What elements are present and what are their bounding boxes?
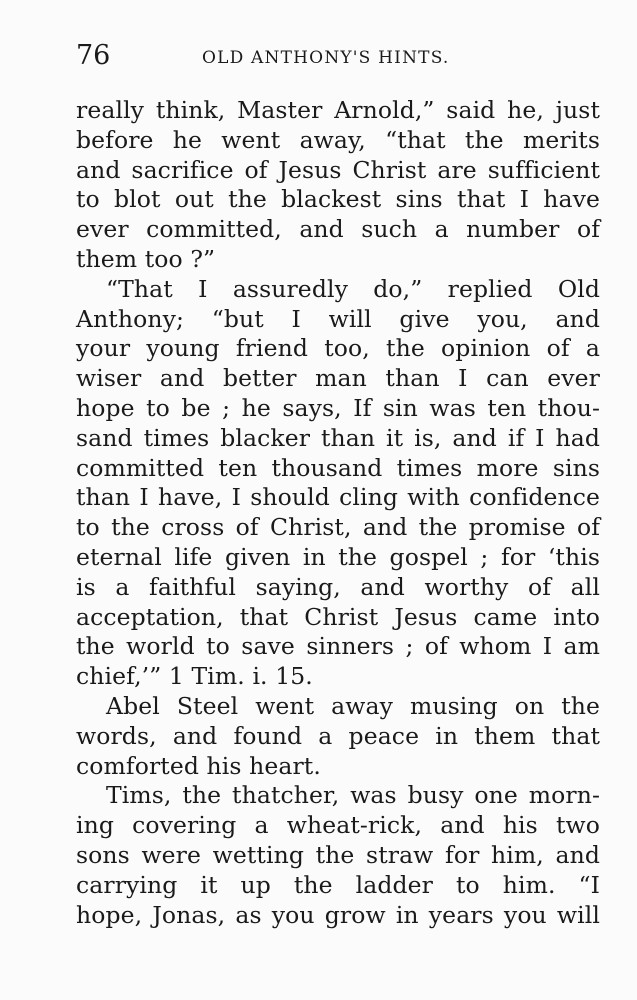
text-line: comforted his heart.	[76, 751, 321, 780]
text-line: acceptation, that Christ Jesus came into	[76, 602, 600, 631]
text-line: words, and found a peace in them that	[76, 721, 600, 750]
text-line: hope, Jonas, as you grow in years you will	[76, 900, 600, 929]
text-line: chief,’” 1 Tim. i. 15.	[76, 662, 313, 691]
text-line: the world to save sinners ; of whom I am	[76, 632, 600, 661]
text-line: really think, Master Arnold,” said he, just	[76, 96, 600, 124]
text-line: “That I assuredly do,” replied Old	[106, 274, 600, 303]
text-line: eternal life given in the gospel ; for ‘this	[76, 542, 600, 571]
page-number: 76	[76, 40, 111, 71]
text-line: is a faithful saying, and worthy of all	[76, 572, 600, 601]
text-line: and sacrifice of Jesus Christ are sufficient	[76, 155, 600, 184]
text-line: Tims, the thatcher, was busy one morn-	[106, 781, 600, 810]
text-line: hope to be ; he says, If sin was ten thou-	[76, 393, 600, 422]
running-head: OLD ANTHONY'S HINTS.	[202, 48, 450, 68]
page-header	[76, 38, 600, 74]
text-line: ing covering a wheat-rick, and his two	[76, 811, 600, 840]
text-line: Abel Steel went away musing on the	[106, 691, 600, 720]
text-line: sand times blacker than it is, and if I had	[76, 423, 600, 452]
text-line: your young friend too, the opinion of a	[76, 334, 600, 363]
text-line: Anthony; “but I will give you, and	[76, 304, 600, 333]
text-line: carrying it up the ladder to him. “I	[76, 870, 600, 899]
text-line: before he went away, “that the merits	[76, 125, 600, 154]
text-line: sons were wetting the straw for him, and	[76, 840, 600, 869]
text-line: than I have, I should cling with confidence	[76, 483, 600, 512]
text-line: them too ?”	[76, 244, 216, 273]
text-line: to the cross of Christ, and the promise of	[76, 513, 600, 542]
text-line: committed ten thousand times more sins	[76, 453, 600, 482]
text-line: wiser and better man than I can ever	[76, 364, 600, 393]
text-line: ever committed, and such a number of	[76, 215, 600, 244]
text-line: to blot out the blackest sins that I have	[76, 185, 600, 214]
body-text	[76, 96, 600, 930]
